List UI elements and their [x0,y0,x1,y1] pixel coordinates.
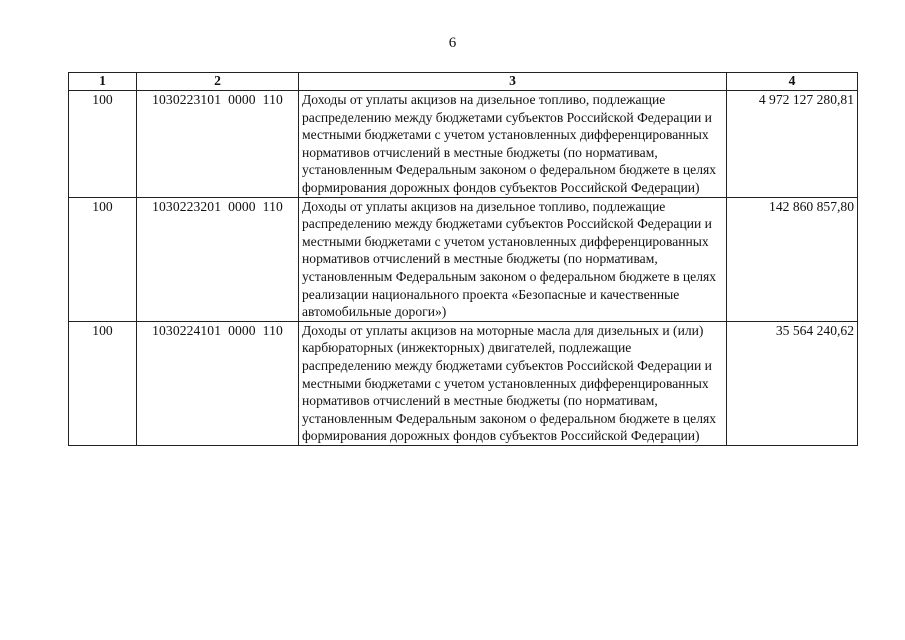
amount-cell: 4 972 127 280,81 [727,91,858,198]
amount-cell: 142 860 857,80 [727,197,858,321]
column-header-amount: 4 [727,73,858,91]
table-row [69,197,858,321]
revenue-name-cell: Доходы от уплаты акцизов на моторные масла для дизельных и (или) карбюраторных (инжекторных) двигателей, подлежащие распределению между бюджетами субъектов Российской Федерации и местными бюджетами с учетом установленных дифференцированных нормативов отчислений в местные бюджеты (по нормативам, установленным Федеральным законом о федеральном бюджете в целях формирования дорожных фондов субъектов Российской Федерации) [299,321,727,445]
admin-code-cell: 100 [69,321,137,445]
table-row [69,91,858,198]
revenue-name-cell: Доходы от уплаты акцизов на дизельное топливо, подлежащие распределению между бюджетами субъектов Российской Федерации и местными бюджетами с учетом установленных дифференцированных нормативов отчислений в местные бюджеты (по нормативам, установленным Федеральным законом о федеральном бюджете в целях формирования дорожных фондов субъектов Российской Федерации) [299,91,727,198]
amount-cell: 35 564 240,62 [727,321,858,445]
revenue-name-cell: Доходы от уплаты акцизов на дизельное топливо, подлежащие распределению между бюджетами субъектов Российской Федерации и местными бюджетами с учетом установленных дифференцированных нормативов отчислений в местные бюджеты (по нормативам, установленным Федеральным законом о федеральном бюджете в целях реализации национального проекта «Безопасные и качественные автомобильные дороги») [299,197,727,321]
revenue-code-cell: 1030224101 0000 110 [137,321,299,445]
table-row [69,321,858,445]
column-header-code: 2 [137,73,299,91]
column-header-name: 3 [299,73,727,91]
page-number: 6 [448,35,457,51]
revenue-code-cell: 1030223101 0000 110 [137,91,299,198]
admin-code-cell: 100 [69,91,137,198]
revenue-table [68,72,858,446]
column-header-admin: 1 [69,73,137,91]
header-row [69,73,858,91]
admin-code-cell: 100 [69,197,137,321]
revenue-code-cell: 1030223201 0000 110 [137,197,299,321]
